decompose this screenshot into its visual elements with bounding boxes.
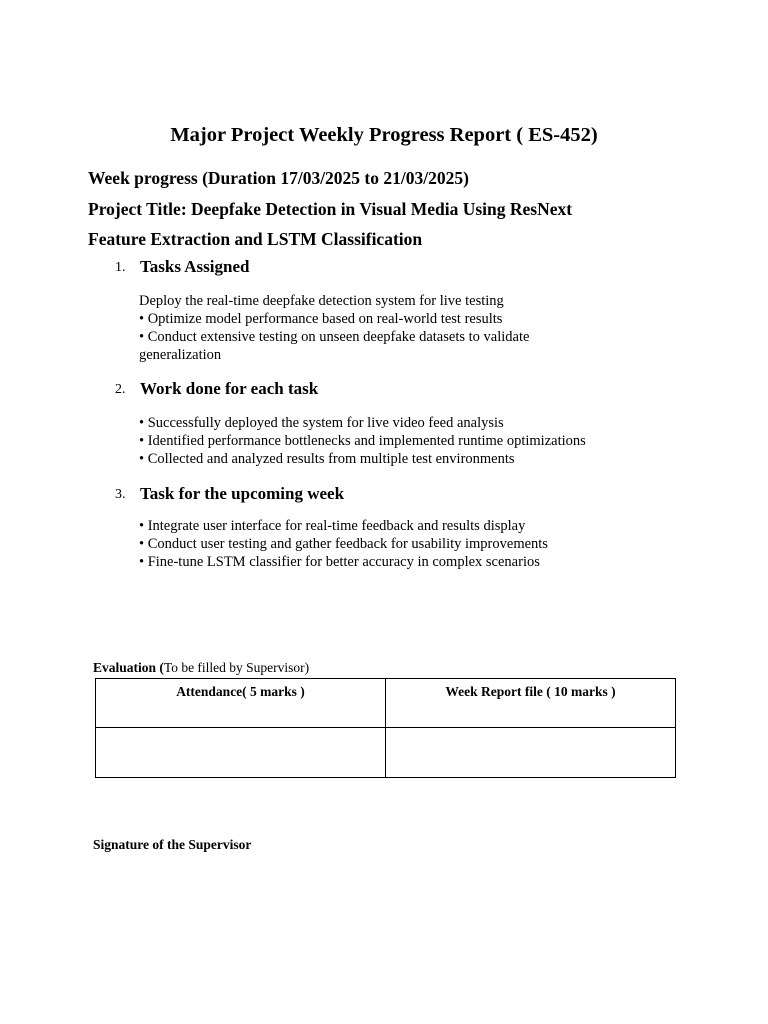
project-title-line-1: Project Title: Deepfake Detection in Visual Media Using ResNext [88, 199, 573, 219]
list-item: • Successfully deployed the system for live video feed analysis [139, 415, 504, 431]
list-item: • Conduct user testing and gather feedback for usability improvements [139, 536, 548, 552]
section-title: Task for the upcoming week [140, 484, 345, 503]
list-item: • Conduct extensive testing on unseen deepfake datasets to validate [139, 329, 530, 345]
list-item: • Fine-tune LSTM classifier for better accuracy in complex scenarios [139, 554, 540, 570]
section-number: 1. [115, 260, 126, 275]
week-report-cell[interactable] [386, 728, 676, 778]
attendance-header: Attendance( 5 marks ) [96, 679, 386, 728]
section-title: Work done for each task [140, 379, 319, 398]
table-header-row [96, 679, 676, 728]
supervisor-signature-label: Signature of the Supervisor [93, 837, 252, 852]
evaluation-table [95, 678, 676, 778]
report-title: Major Project Weekly Progress Report ( ES-452) [170, 124, 598, 146]
section-title: Tasks Assigned [140, 257, 250, 276]
attendance-cell[interactable] [96, 728, 386, 778]
list-item: • Integrate user interface for real-time feedback and results display [139, 518, 526, 534]
section-number: 3. [115, 487, 126, 502]
week-progress: Week progress (Duration 17/03/2025 to 21/03/2025) [88, 168, 469, 188]
evaluation-label-bold: Evaluation ( [93, 660, 164, 675]
list-item: • Identified performance bottlenecks and implemented runtime optimizations [139, 433, 586, 449]
list-item: • Optimize model performance based on real-world test results [139, 311, 503, 327]
project-title-line-2: Feature Extraction and LSTM Classification [88, 229, 423, 249]
week-report-header: Week Report file ( 10 marks ) [386, 679, 676, 728]
table-row [96, 728, 676, 778]
list-item: Deploy the real-time deepfake detection system for live testing [139, 293, 504, 309]
evaluation-label-note: To be filled by Supervisor) [163, 660, 310, 675]
list-item: • Collected and analyzed results from multiple test environments [139, 451, 515, 467]
list-item: generalization [139, 347, 222, 363]
evaluation-label [93, 660, 309, 676]
section-number: 2. [115, 382, 126, 397]
